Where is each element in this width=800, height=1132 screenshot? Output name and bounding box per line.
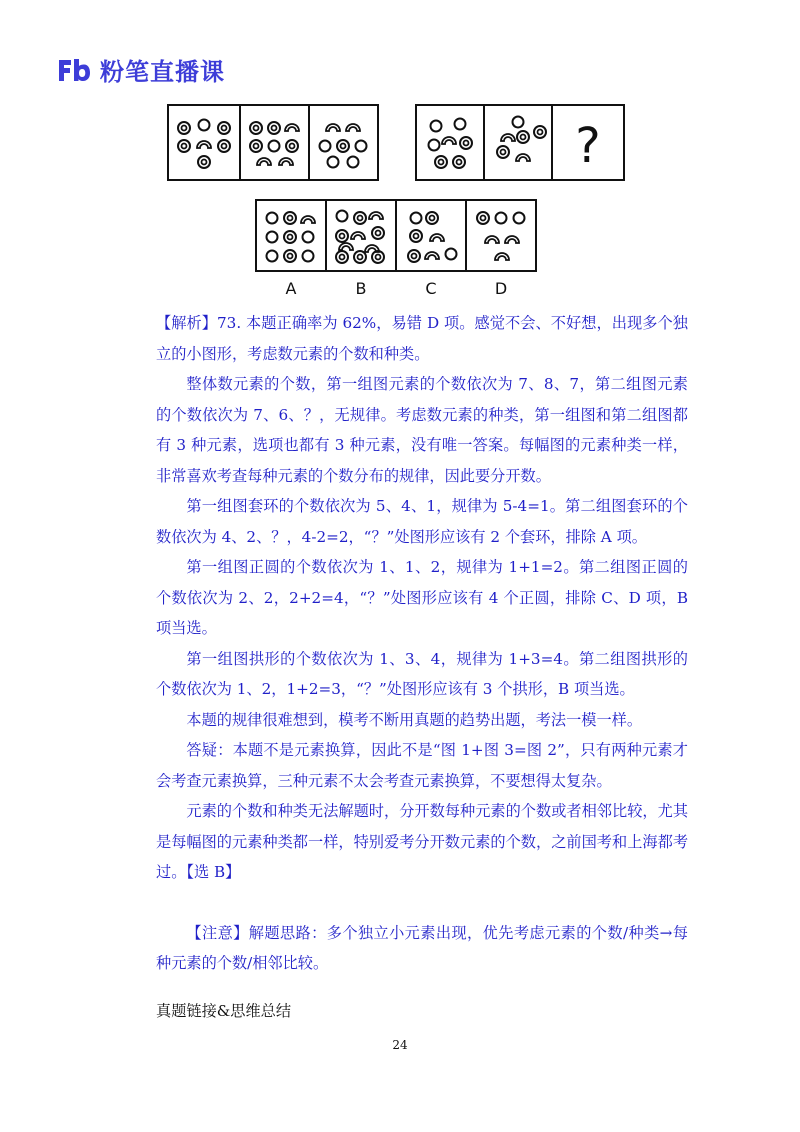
element-count-paragraph: 整体数元素的个数，第一组图元素的个数依次为 7、8、7，第二组图元素的个数依次为 7、6、？，无规律。考虑数元素的种类，第一组图和第二组图都有 3 种元素，选项也都有 3 种元素，没有唯一答案。每幅图的元素种类一样，非常喜欢考查每种元素的个数分布的规律，因此要分开数。 bbox=[156, 375, 688, 485]
solution-explanation bbox=[156, 308, 688, 979]
question-figure bbox=[0, 0, 800, 300]
option-label-c: C bbox=[425, 279, 437, 298]
faq-paragraph: 答疑：本题不是元素换算，因此不是“图 1+图 3=图 2”，只有两种元素才会考查元素换算，三种元素不太会考查元素换算，不要想得太复杂。 bbox=[156, 741, 688, 790]
problem-row-group-1 bbox=[168, 105, 378, 180]
rings-paragraph: 第一组图套环的个数依次为 5、4、1，规律为 5-4=1。第二组图套环的个数依次为 4、2、？，4-2=2，“？”处图形应该有 2 个套环，排除 A 项。 bbox=[156, 497, 688, 546]
arches-paragraph: 第一组图拱形的个数依次为 1、3、4，规律为 1+3=4。第二组图拱形的个数依次为 1、2，1+2=3，“？”处图形应该有 3 个拱形，B 项当选。 bbox=[156, 649, 688, 698]
option-label-a: A bbox=[285, 279, 297, 298]
page-number: 24 bbox=[392, 1038, 408, 1052]
conclusion-paragraph: 元素的个数和种类无法解题时，分开数每种元素的个数或者相邻比较，尤其是每幅图的元素种类都一样，特别爱考分开数元素的个数，之前国考和上海都考过。【选 B】 bbox=[156, 802, 688, 881]
logo-text: 粉笔直播课 bbox=[100, 58, 225, 86]
section-heading: 真题链接&思维总结 bbox=[156, 1002, 292, 1020]
analysis-paragraph: 【解析】73. 本题正确率为 62%，易错 D 项。感觉不会、不好想，出现多个独立的小图形，考虑数元素的个数和种类。 bbox=[156, 314, 688, 363]
problem-row-group-2 bbox=[416, 105, 624, 180]
circles-paragraph: 第一组图正圆的个数依次为 1、1、2，规律为 1+1=2。第二组图正圆的个数依次为 2、2，2+2=4，“？”处图形应该有 4 个正圆，排除 C、D 项，B 项当选。 bbox=[156, 558, 688, 637]
option-label-b: B bbox=[355, 279, 367, 298]
option-label-d: D bbox=[494, 279, 508, 298]
note-paragraph: 【注意】解题思路：多个独立小元素出现，优先考虑元素的个数/种类→每种元素的个数/相邻比较。 bbox=[156, 923, 688, 972]
trend-paragraph: 本题的规律很难想到，模考不断用真题的趋势出题，考法一模一样。 bbox=[186, 710, 643, 729]
answer-options bbox=[256, 200, 536, 271]
question-mark: ? bbox=[575, 118, 601, 174]
